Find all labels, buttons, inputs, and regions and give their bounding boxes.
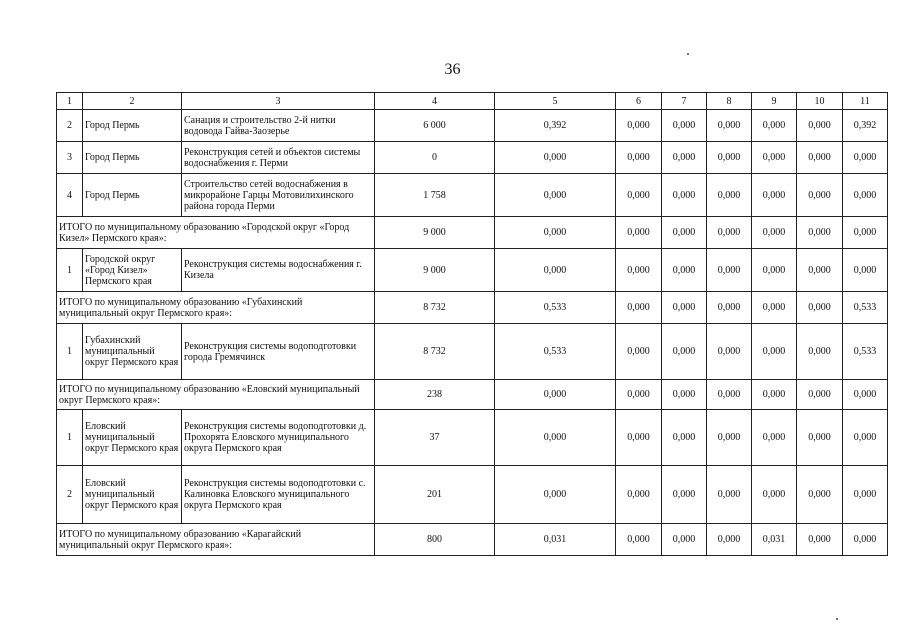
value-cell: 0,000 (707, 380, 752, 410)
municipality-cell: Город Пермь (83, 142, 182, 174)
value-cell: 800 (375, 524, 495, 556)
municipality-cell: Город Пермь (83, 174, 182, 217)
value-cell: 0,000 (797, 292, 843, 324)
column-header: 1 (57, 93, 83, 110)
column-header: 5 (495, 93, 616, 110)
value-cell: 0,031 (495, 524, 616, 556)
municipality-cell: Губахинский муниципальный округ Пермского края (83, 324, 182, 380)
value-cell: 0,392 (843, 110, 888, 142)
total-label-cell: ИТОГО по муниципальному образованию «Губахинский муниципальный округ Пермского края»: (57, 292, 375, 324)
column-header: 3 (182, 93, 375, 110)
table-header-row (57, 93, 888, 110)
project-description-cell: Строительство сетей водоснабжения в микрорайоне Гарцы Мотовилихинского района города Перми (182, 174, 375, 217)
value-cell: 0,000 (662, 466, 707, 524)
table-row (57, 110, 888, 142)
table-body (57, 110, 888, 556)
value-cell: 0,000 (662, 174, 707, 217)
column-header: 11 (843, 93, 888, 110)
table-row (57, 174, 888, 217)
value-cell: 238 (375, 380, 495, 410)
total-row (57, 292, 888, 324)
column-header: 6 (616, 93, 662, 110)
value-cell: 0,000 (616, 292, 662, 324)
project-description-cell: Реконструкция системы водоподготовки с. Калиновка Еловского муниципального округа Пермского края (182, 466, 375, 524)
value-cell: 0,000 (843, 174, 888, 217)
value-cell: 0,000 (843, 380, 888, 410)
table-row (57, 142, 888, 174)
total-row (57, 217, 888, 249)
value-cell: 8 732 (375, 324, 495, 380)
value-cell: 0,000 (616, 174, 662, 217)
column-header: 7 (662, 93, 707, 110)
municipality-cell: Городской округ «Город Кизел» Пермского края (83, 249, 182, 292)
value-cell: 0,000 (752, 292, 797, 324)
total-label-cell: ИТОГО по муниципальному образованию «Карагайский муниципальный округ Пермского края»: (57, 524, 375, 556)
scan-speck (836, 618, 838, 620)
table-row (57, 324, 888, 380)
value-cell: 0,533 (495, 324, 616, 380)
value-cell: 8 732 (375, 292, 495, 324)
scan-speck (687, 53, 689, 55)
project-description-cell: Реконструкция системы водоподготовки д. Прохорята Еловского муниципального округа Пермского края (182, 410, 375, 466)
row-number-cell: 1 (57, 249, 83, 292)
value-cell: 0,000 (797, 174, 843, 217)
value-cell: 0,000 (797, 324, 843, 380)
row-number-cell: 1 (57, 410, 83, 466)
value-cell: 0,000 (797, 217, 843, 249)
row-number-cell: 2 (57, 466, 83, 524)
value-cell: 0,000 (616, 142, 662, 174)
value-cell: 0,000 (797, 380, 843, 410)
value-cell: 0,000 (843, 249, 888, 292)
column-header: 4 (375, 93, 495, 110)
total-label-cell: ИТОГО по муниципальному образованию «Городской округ «Город Кизел» Пермского края»: (57, 217, 375, 249)
value-cell: 9 000 (375, 217, 495, 249)
row-number-cell: 1 (57, 324, 83, 380)
column-header: 9 (752, 93, 797, 110)
value-cell: 0,000 (797, 110, 843, 142)
value-cell: 0,000 (707, 410, 752, 466)
value-cell: 0,000 (662, 249, 707, 292)
value-cell: 0,000 (616, 524, 662, 556)
value-cell: 0,000 (495, 174, 616, 217)
value-cell: 0,000 (616, 324, 662, 380)
value-cell: 0,000 (752, 110, 797, 142)
value-cell: 0,000 (662, 217, 707, 249)
value-cell: 0,000 (662, 380, 707, 410)
value-cell: 0,533 (495, 292, 616, 324)
value-cell: 0,000 (752, 380, 797, 410)
value-cell: 0,000 (797, 524, 843, 556)
value-cell: 6 000 (375, 110, 495, 142)
value-cell: 0,000 (707, 324, 752, 380)
value-cell: 0,031 (752, 524, 797, 556)
value-cell: 0,000 (843, 410, 888, 466)
value-cell: 0,000 (495, 142, 616, 174)
value-cell: 0,000 (843, 217, 888, 249)
value-cell: 0,000 (662, 324, 707, 380)
municipality-cell: Еловский муниципальный округ Пермского края (83, 410, 182, 466)
value-cell: 0,392 (495, 110, 616, 142)
table-row (57, 466, 888, 524)
value-cell: 0,000 (797, 466, 843, 524)
value-cell: 0,000 (662, 110, 707, 142)
value-cell: 201 (375, 466, 495, 524)
value-cell: 1 758 (375, 174, 495, 217)
value-cell: 0,533 (843, 292, 888, 324)
value-cell: 0,000 (616, 110, 662, 142)
value-cell: 0,000 (707, 249, 752, 292)
value-cell: 0,000 (752, 324, 797, 380)
total-label-cell: ИТОГО по муниципальному образованию «Еловский муниципальный округ Пермского края»: (57, 380, 375, 410)
value-cell: 0,533 (843, 324, 888, 380)
value-cell: 0,000 (616, 380, 662, 410)
total-row (57, 380, 888, 410)
project-description-cell: Реконструкция системы водоподготовки города Гремячинск (182, 324, 375, 380)
column-header: 8 (707, 93, 752, 110)
project-description-cell: Санация и строительство 2-й нитки водовода Гайва-Заозерье (182, 110, 375, 142)
value-cell: 9 000 (375, 249, 495, 292)
value-cell: 0 (375, 142, 495, 174)
value-cell: 0,000 (707, 217, 752, 249)
value-cell: 0,000 (797, 249, 843, 292)
value-cell: 0,000 (797, 410, 843, 466)
value-cell: 0,000 (495, 410, 616, 466)
project-description-cell: Реконструкция системы водоснабжения г. Кизела (182, 249, 375, 292)
table-row (57, 249, 888, 292)
value-cell: 0,000 (843, 524, 888, 556)
value-cell: 0,000 (707, 292, 752, 324)
value-cell: 0,000 (707, 110, 752, 142)
value-cell: 0,000 (752, 217, 797, 249)
value-cell: 0,000 (843, 466, 888, 524)
value-cell: 0,000 (495, 466, 616, 524)
water-supply-table (56, 92, 888, 556)
value-cell: 0,000 (662, 142, 707, 174)
value-cell: 0,000 (616, 217, 662, 249)
total-row (57, 524, 888, 556)
column-header: 10 (797, 93, 843, 110)
value-cell: 0,000 (797, 142, 843, 174)
value-cell: 0,000 (495, 217, 616, 249)
column-header: 2 (83, 93, 182, 110)
value-cell: 0,000 (752, 249, 797, 292)
value-cell: 0,000 (707, 174, 752, 217)
value-cell: 0,000 (752, 142, 797, 174)
value-cell: 0,000 (662, 292, 707, 324)
value-cell: 0,000 (752, 410, 797, 466)
value-cell: 0,000 (616, 466, 662, 524)
value-cell: 0,000 (616, 249, 662, 292)
value-cell: 0,000 (662, 524, 707, 556)
value-cell: 0,000 (707, 524, 752, 556)
row-number-cell: 2 (57, 110, 83, 142)
value-cell: 0,000 (662, 410, 707, 466)
value-cell: 0,000 (495, 249, 616, 292)
municipality-cell: Город Пермь (83, 110, 182, 142)
value-cell: 0,000 (707, 466, 752, 524)
row-number-cell: 3 (57, 142, 83, 174)
value-cell: 0,000 (616, 410, 662, 466)
value-cell: 0,000 (752, 466, 797, 524)
municipality-cell: Еловский муниципальный округ Пермского края (83, 466, 182, 524)
value-cell: 0,000 (707, 142, 752, 174)
table-row (57, 410, 888, 466)
value-cell: 0,000 (752, 174, 797, 217)
value-cell: 0,000 (843, 142, 888, 174)
project-description-cell: Реконструкция сетей и объектов системы водоснабжения г. Перми (182, 142, 375, 174)
value-cell: 37 (375, 410, 495, 466)
value-cell: 0,000 (495, 380, 616, 410)
row-number-cell: 4 (57, 174, 83, 217)
page-number: 36 (444, 61, 461, 78)
